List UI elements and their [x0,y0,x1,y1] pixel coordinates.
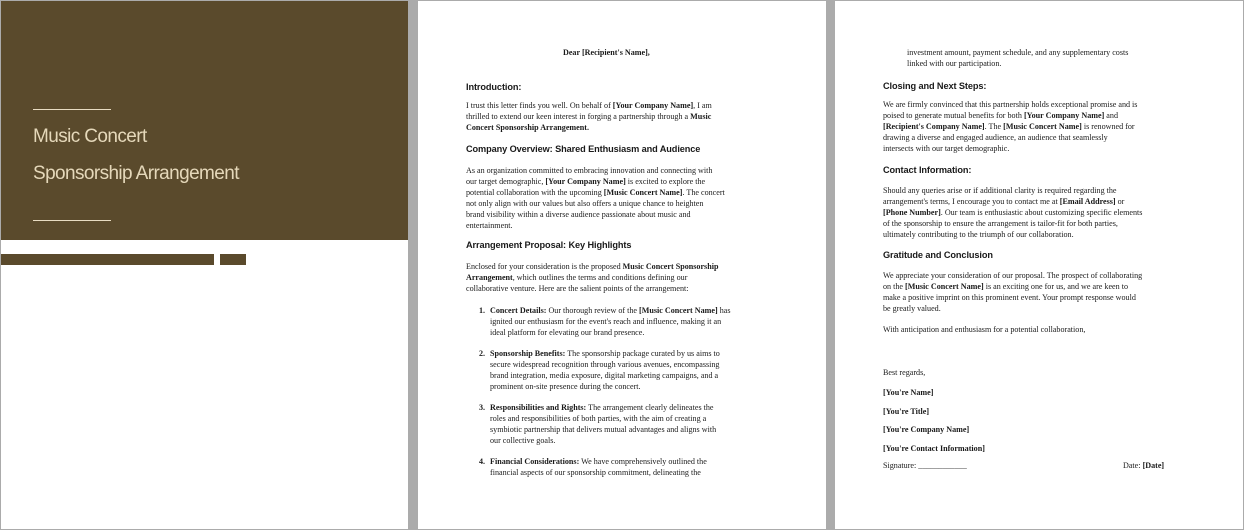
proposal-line-2: Arrangement, which outlines the terms and conditions defining our [466,273,688,282]
intro-line-1: I trust this letter finds you well. On behalf of [Your Company Name], I am [466,101,712,110]
item-4-line-2: financial aspects of our sponsorship commitment, delineating the [490,468,701,477]
gratitude-line-4: be greatly valued. [883,304,941,313]
cover-page [1,1,408,529]
date-field: Date: [Date] [1123,461,1165,470]
anticipation-line: With anticipation and enthusiasm for a potential collaboration, [883,325,1086,334]
item-3-line-2: roles and responsibilities of both parties, with the aim of creating a [490,414,707,423]
item-3-line-1: Responsibilities and Rights: The arrangement clearly delineates the [490,403,714,412]
closing-heading: Closing and Next Steps: [883,81,987,91]
cover-title-line1: Music Concert [33,126,147,147]
cover-band [1,1,408,240]
gratitude-heading: Gratitude and Conclusion [883,250,993,260]
contact-line-3: [Phone Number]. Our team is enthusiastic about customizing specific elements [883,208,1143,217]
item-1-line-2: ignited our enthusiasm for the event's reach and influence, making it an [490,317,722,326]
overview-line-4: not only align with our values but also offers a unique chance to heighten [466,199,704,208]
intro-heading: Introduction: [466,82,522,92]
overview-line-1: As an organization committed to embracing innovation and connecting with [466,166,713,175]
letter-page-1 [418,1,826,529]
item-3-line-3: symbiotic partnership that delivers mutual advantages and aligns with [490,425,717,434]
closing-line-2: poised to generate mutual benefits for both [Your Company Name] and [883,111,1118,120]
contact-line-2: arrangement's terms, I encourage you to contact me at [Email Address] or [883,197,1125,206]
item-1-line-1: Concert Details: Our thorough review of the [Music Concert Name] has [490,306,731,315]
cover-bar-short [220,254,246,265]
closing-line-5: intersects with our target demographic. [883,144,1010,153]
item-4-line-1: Financial Considerations: We have comprehensively outlined the [490,457,707,466]
item-2-line-2: secure widespread recognition through various avenues, encompassing [490,360,720,369]
item-number: 2. [479,349,486,358]
signature-field: Signature: ____________ [883,461,967,470]
overview-line-5: brand visibility within a diverse audience passionate about music and [466,210,691,219]
item-number: 3. [479,403,486,412]
signature-company: [You're Company Name] [883,425,970,434]
overview-line-2: our target demographic, [Your Company Name] is excited to explore the [466,177,706,186]
overview-heading: Company Overview: Shared Enthusiasm and Audience [466,144,701,154]
item-2-line-4: prominent on-site presence during the concert. [490,382,641,391]
signature-contact: [You're Contact Information] [883,444,985,453]
closing-line-1: We are firmly convinced that this partnership holds exceptional promise and is [883,100,1138,109]
proposal-heading: Arrangement Proposal: Key Highlights [466,240,632,250]
proposal-line-3: collaborative venture. Here are the salient points of the arrangement: [466,284,689,293]
proposal-line-1: Enclosed for your consideration is the proposed Music Concert Sponsorship [466,262,719,271]
contact-line-1: Should any queries arise or if additional clarity is required regarding the [883,186,1117,195]
intro-line-2: thrilled to extend our keen interest in forging a partnership through a Music [466,112,712,121]
intro-line-3: Concert Sponsorship Arrangement. [466,123,589,132]
item-3-line-4: our collective goals. [490,436,556,445]
contact-line-4: of the sponsorship to ensure the arrangement is tailor-fit for both parties, [883,219,1118,228]
overview-line-3: potential collaboration with the upcoming [Music Concert Name]. The concert [466,188,725,197]
continued-line-2: linked with our participation. [907,59,1002,68]
cover-bottom-rule [33,220,111,221]
contact-heading: Contact Information: [883,165,972,175]
signature-title: [You're Title] [883,407,930,416]
continued-line-1: investment amount, payment schedule, and any supplementary costs [907,48,1129,57]
salutation: Dear [Recipient's Name], [563,48,650,57]
cover-top-rule [33,109,111,110]
item-2-line-1: Sponsorship Benefits: The sponsorship package curated by us aims to [490,349,720,358]
closing-line-3: [Recipient's Company Name]. The [Music Concert Name] is renowned for [883,122,1135,131]
overview-line-6: entertainment. [466,221,513,230]
cover-bar-long [1,254,214,265]
letter-page-2 [835,1,1243,529]
cover-title-line2: Sponsorship Arrangement [33,163,239,184]
item-2-line-3: brand integration, media exposure, digital marketing campaigns, and a [490,371,719,380]
signature-name: [You're Name] [883,388,934,397]
regards-line: Best regards, [883,368,926,377]
contact-line-5: ultimately contributing to the triumph of our collaboration. [883,230,1074,239]
closing-line-4: drawing a diverse and engaged audience, an audience that seamlessly [883,133,1108,142]
item-number: 1. [479,306,486,315]
gratitude-line-3: make a positive imprint on this prominent event. Your prompt response would [883,293,1136,302]
gratitude-line-1: We appreciate your consideration of our proposal. The prospect of collaborating [883,271,1143,280]
gratitude-line-2: on the [Music Concert Name] is an exciting one for us, and we are keen to [883,282,1128,291]
item-number: 4. [479,457,486,466]
item-1-line-3: ideal platform for elevating our brand presence. [490,328,645,337]
